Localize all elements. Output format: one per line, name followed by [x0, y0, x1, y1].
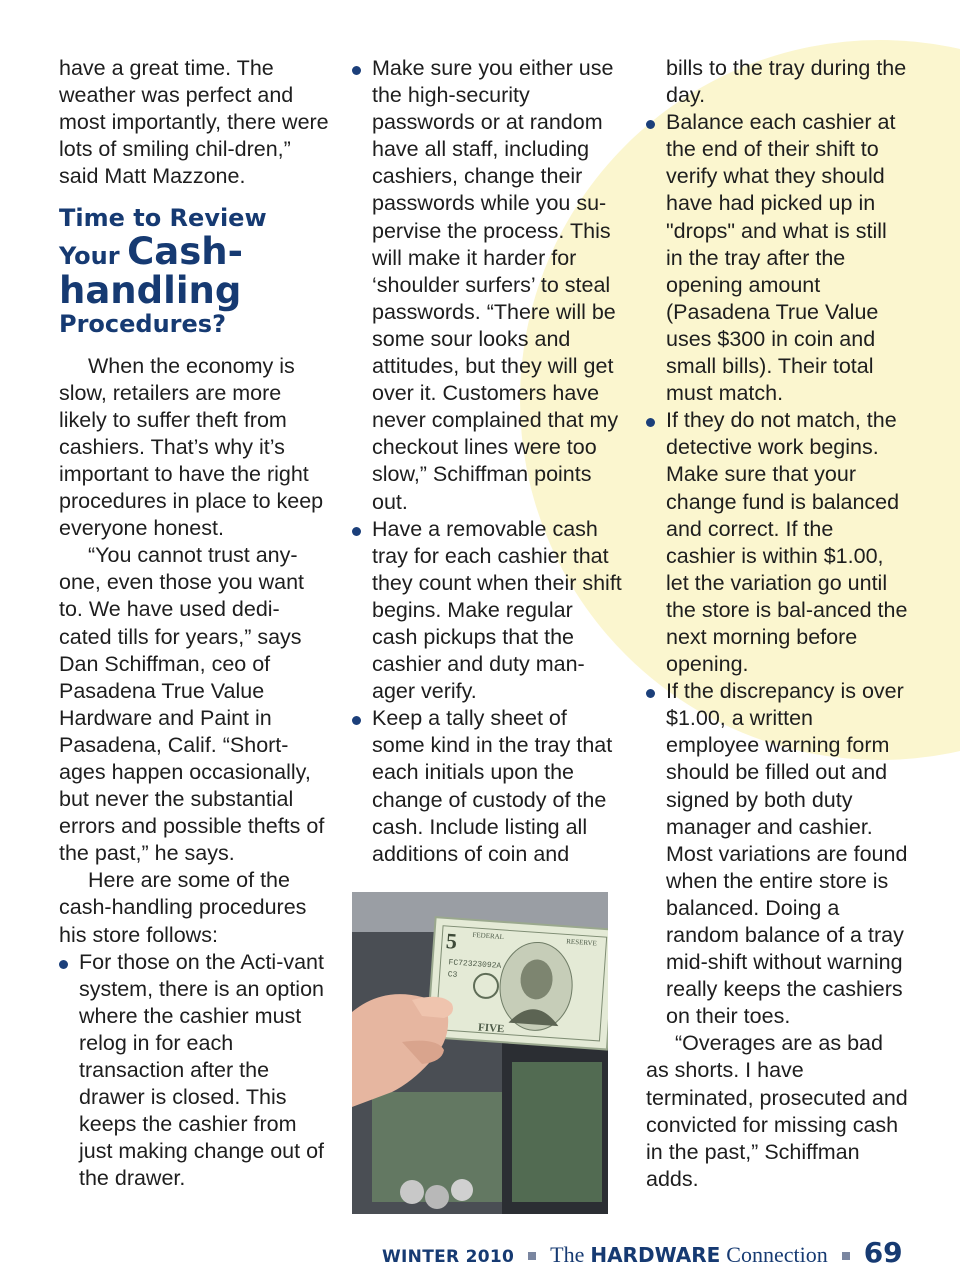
- bullet-text: Keep a tally sheet of some kind in the tray that each initials upon the change of custody of the cash. Include listing all additions of coin and: [372, 706, 613, 866]
- bullet-item: [646, 407, 908, 678]
- heading-line-1: Time to Review: [59, 204, 267, 233]
- issue-season: WINTER 2010: [382, 1247, 515, 1267]
- column-2: [352, 55, 624, 868]
- heading-line-3: handling: [59, 268, 242, 312]
- bullet-dot-icon: [352, 527, 361, 536]
- bill-serial: FC72323092A: [448, 958, 502, 971]
- heading-line-4: Procedures?: [59, 309, 227, 338]
- bullet-dot-icon: [646, 418, 655, 427]
- heading-line-2b: Cash-: [127, 230, 243, 274]
- magazine-title-connection: Connection: [726, 1242, 828, 1267]
- bill-series: C3: [447, 970, 458, 980]
- bullet-dot-icon: [646, 689, 655, 698]
- column-3: [646, 55, 908, 1193]
- magazine-title-the: The: [550, 1242, 585, 1267]
- heading-line-2a: Your: [59, 242, 120, 271]
- bullet-item: [352, 516, 624, 706]
- intro-paragraph: bills to the tray during the day.: [666, 56, 907, 108]
- bullet-text: Have a removable cash tray for each cashier that they count when their shift begins. Make regular cash pickups that the cashier and duty man-ager verify.: [372, 516, 622, 704]
- bullet-item: [646, 678, 908, 1030]
- bullet-dot-icon: [646, 120, 655, 129]
- bill-denomination: 5: [445, 928, 458, 954]
- bullet-dot-icon: [352, 66, 361, 75]
- page-number: 69: [863, 1236, 903, 1269]
- cash-drawer-photo: [352, 892, 608, 1214]
- bullet-dot-icon: [352, 716, 361, 725]
- bill-federal: FEDERAL: [472, 930, 505, 942]
- bullet-item: [352, 705, 624, 868]
- column-1: [59, 55, 331, 1192]
- cash-drawer-illustration: [352, 892, 608, 1214]
- separator-square-icon: [842, 1252, 850, 1260]
- bullet-text: For those on the Acti-vant system, there is an option where the cashier must relog in for each transaction after the drawer is closed. This keeps the cashier from just making change out of the drawer.: [79, 949, 325, 1191]
- section-heading: [59, 204, 331, 338]
- bullet-item: [59, 949, 331, 1193]
- bullet-text: If the discrepancy is over $1.00, a written employee warning form should be filled out and signed by both duty manager and cashier. Most variations are found when the entire store is balanced. Doing a random balance of a tray mid-shift without warning really keeps the cashiers on their toes.: [666, 679, 908, 1029]
- closing-paragraph: “Overages are as bad as shorts. I have terminated, prosecuted and convicted for missing cash in the past,” Schiffman adds.: [646, 1031, 908, 1191]
- bullet-text: Make sure you either use the high-security passwords or at random have all staff, including cashiers, change their passwords while you su-pervise the process. This will make it harder for ‘shoulder surfers’ to steal passwords. “There will be some sour looks and attitudes, but they will get over it. Customers have never complained that my checkout lines were too slow,” Schiffman points out.: [372, 56, 619, 514]
- bullet-text: If they do not match, the detective work begins. Make sure that your change fund is balanced and correct. If the cashier is within $1.00, let the variation go until the store is bal-anced the next morning before opening.: [666, 408, 908, 677]
- page-footer: [382, 1236, 903, 1269]
- bullet-text: Balance each cashier at the end of their shift to verify what they should have had picked up in "drops" and what is still in the tray after the opening amount (Pasadena True Value uses $300 in coin and small bills). Their total must match.: [666, 110, 896, 406]
- body-paragraph: Here are some of the cash-handling procedures his store follows:: [59, 868, 307, 947]
- bill-reserve: RESERVE: [566, 937, 598, 948]
- separator-square-icon: [528, 1252, 536, 1260]
- magazine-title-hardware: HARDWARE: [590, 1243, 721, 1267]
- bill-word: FIVE: [477, 1021, 505, 1036]
- intro-paragraph: have a great time. The weather was perfect and most importantly, there were lots of smiling chil-dren,” said Matt Mazzone.: [59, 56, 329, 189]
- body-paragraph: “You cannot trust any-one, even those you want to. We have used dedi-cated tills for years,” says Dan Schiffman, ceo of Pasadena True Value Hardware and Paint in Pasadena, Calif. “Short-ages happen occasionally, but never the substantial errors and possible thefts of the past,” he says.: [59, 543, 325, 866]
- body-paragraph: When the economy is slow, retailers are more likely to suffer theft from cashiers. That’s why it’s important to have the right procedures in place to keep everyone honest.: [59, 353, 324, 541]
- bullet-item: [646, 109, 908, 407]
- bullet-item: [352, 55, 624, 516]
- bullet-dot-icon: [59, 960, 68, 969]
- heading-line-2: [59, 230, 331, 274]
